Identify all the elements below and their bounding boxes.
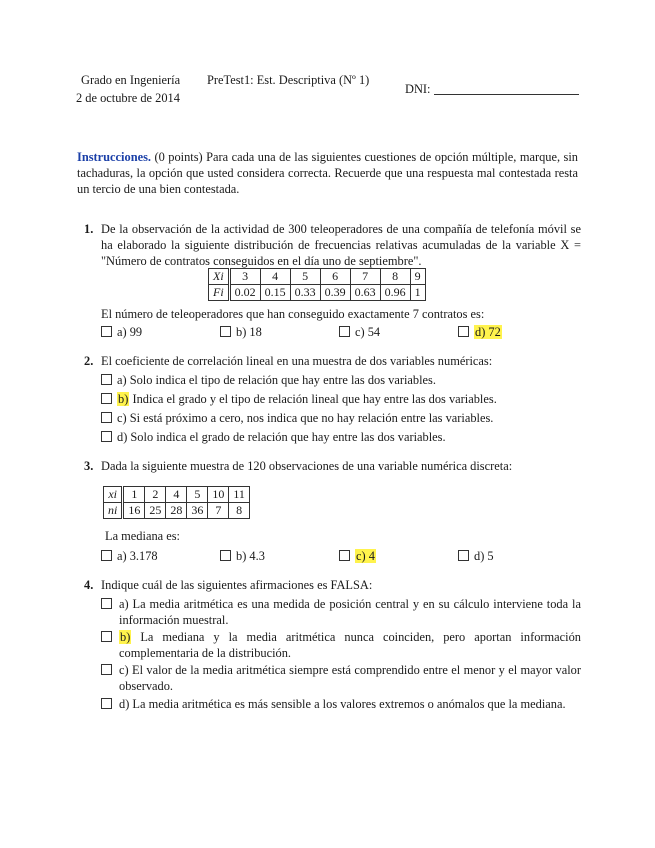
q1-option-d[interactable] xyxy=(458,324,502,340)
q3-cell: 36 xyxy=(187,503,208,519)
checkbox[interactable] xyxy=(101,326,112,337)
q2-option-b[interactable] xyxy=(101,391,581,407)
instructions xyxy=(77,149,578,197)
checkbox[interactable] xyxy=(220,550,231,561)
q4-option-a[interactable] xyxy=(101,596,581,628)
q2-option-b-letter: b) xyxy=(118,392,129,406)
q4-text: Indique cuál de las siguientes afirmaciones es FALSA: xyxy=(101,578,373,592)
q2-text: El coeficiente de correlación lineal en una muestra de dos variables numéricas: xyxy=(101,354,493,368)
q3-cell: 10 xyxy=(208,487,229,503)
q3-option-a[interactable] xyxy=(101,548,158,564)
q3-cell: 2 xyxy=(145,487,166,503)
q3-option-b-label: b) 4.3 xyxy=(236,549,265,563)
q1-cell: 0.39 xyxy=(320,285,350,301)
q3-ni-label: ni xyxy=(104,503,123,519)
date-label: 2 de octubre de 2014 xyxy=(76,91,180,105)
q4-option-b[interactable] xyxy=(101,629,581,661)
q4-option-a-label: a) La media aritmética es una medida de posición central y en su cálculo interviene toda la información muestral. xyxy=(119,597,581,627)
q2-option-a[interactable] xyxy=(101,372,581,388)
q1-cell: 7 xyxy=(350,269,380,285)
q4-option-c-label: c) El valor de la media aritmética siempre está comprendido entre el menor y el mayor valor observado. xyxy=(119,663,581,693)
q3-cell: 25 xyxy=(145,503,166,519)
q1-cell: 0.63 xyxy=(350,285,380,301)
test-title: PreTest1: Est. Descriptiva (Nº 1) xyxy=(207,73,370,87)
q1-option-a-label: a) 99 xyxy=(117,325,143,339)
q4-option-d-label: d) La media aritmética es más sensible a los valores extremos o anómalos que la mediana. xyxy=(119,697,566,711)
q1-cell: 0.15 xyxy=(260,285,290,301)
q3-cell: 5 xyxy=(187,487,208,503)
q1-table xyxy=(208,268,426,301)
checkbox[interactable] xyxy=(458,326,469,337)
q1-cell: 4 xyxy=(260,269,290,285)
q1-option-d-label: d) 72 xyxy=(475,325,501,339)
q2-option-b-label: Indica el grado y el tipo de relación lineal que hay entre las dos variables. xyxy=(132,392,497,406)
q3-xi-label: xi xyxy=(104,487,123,503)
q3-cell: 8 xyxy=(229,503,250,519)
degree-label: Grado en Ingeniería xyxy=(81,73,181,87)
q4-number: 4. xyxy=(84,578,94,592)
q3-cell: 28 xyxy=(166,503,187,519)
checkbox[interactable] xyxy=(101,631,112,642)
checkbox[interactable] xyxy=(101,664,112,675)
q4-option-b-letter: b) xyxy=(120,630,131,644)
q3-option-d[interactable] xyxy=(458,548,494,564)
q1-option-c-label: c) 54 xyxy=(355,325,381,339)
q3-question: La mediana es: xyxy=(105,529,180,543)
q3-text: Dada la siguiente muestra de 120 observaciones de una variable numérica discreta: xyxy=(101,459,513,473)
q2-number: 2. xyxy=(84,354,94,368)
q1-cell: 9 xyxy=(410,269,425,285)
q3-cell: 1 xyxy=(123,487,145,503)
q2-option-c-label: c) Si está próximo a cero, nos indica que no hay relación entre las variables. xyxy=(117,411,494,425)
q2-option-d-label: d) Solo indica el grado de relación que hay entre las dos variables. xyxy=(117,430,446,444)
q1-xi-label: Xi xyxy=(209,269,230,285)
q1-option-a[interactable] xyxy=(101,324,142,340)
q4-option-c[interactable] xyxy=(101,662,581,694)
checkbox[interactable] xyxy=(101,374,112,385)
checkbox[interactable] xyxy=(101,550,112,561)
q3-table-row-x xyxy=(104,487,250,503)
q1-cell: 6 xyxy=(320,269,350,285)
q3-table xyxy=(103,486,250,519)
checkbox[interactable] xyxy=(101,698,112,709)
q3-option-b[interactable] xyxy=(220,548,265,564)
q1-question: El número de teleoperadores que han conseguido exactamente 7 contratos es: xyxy=(101,307,485,321)
q3-option-c-label: c) 4 xyxy=(356,549,375,563)
checkbox[interactable] xyxy=(101,431,112,442)
q1-cell: 0.33 xyxy=(290,285,320,301)
q3-table-row-n xyxy=(104,503,250,519)
q3-cell: 11 xyxy=(229,487,250,503)
q4-option-b-label: La mediana y la media aritmética nunca coinciden, pero aportan información complementaria de la distribución. xyxy=(119,630,581,660)
q1-text: De la observación de la actividad de 300 teleoperadores de una compañía de telefonía móvil se ha elaborado la siguiente distribución de frecuencias relativas acumuladas de la variable X = "Número de contratos conseguidos en el día uno de septiembre". xyxy=(101,222,581,268)
checkbox[interactable] xyxy=(458,550,469,561)
q3-option-d-label: d) 5 xyxy=(474,549,494,563)
q1-cell: 1 xyxy=(410,285,425,301)
q2-option-c[interactable] xyxy=(101,410,581,426)
q1-option-c[interactable] xyxy=(339,324,380,340)
checkbox[interactable] xyxy=(339,326,350,337)
q4-option-d[interactable] xyxy=(101,696,581,712)
dni-label: DNI: xyxy=(405,82,431,96)
checkbox[interactable] xyxy=(101,393,112,404)
q1-number: 1. xyxy=(84,222,94,236)
checkbox[interactable] xyxy=(101,598,112,609)
checkbox[interactable] xyxy=(339,550,350,561)
q3-cell: 7 xyxy=(208,503,229,519)
q2-option-d[interactable] xyxy=(101,429,581,445)
instructions-title: Instrucciones. xyxy=(77,150,151,164)
q1-option-b-label: b) 18 xyxy=(236,325,262,339)
q2-option-a-label: a) Solo indica el tipo de relación que hay entre las dos variables. xyxy=(117,373,436,387)
q1-table-row-x xyxy=(209,269,426,285)
checkbox[interactable] xyxy=(101,412,112,423)
checkbox[interactable] xyxy=(220,326,231,337)
q1-cell: 8 xyxy=(380,269,410,285)
q1-table-row-f xyxy=(209,285,426,301)
q1-cell: 0.02 xyxy=(229,285,260,301)
instructions-body: (0 points) Para cada una de las siguientes cuestiones de opción múltiple, marque, sin tachaduras, la opción que usted considera correcta. Recuerde que una respuesta mal contestada resta un tercio de una bien contestada. xyxy=(77,150,578,196)
q1-option-b[interactable] xyxy=(220,324,262,340)
q1-fi-label: Fi xyxy=(209,285,230,301)
q1-cell: 0.96 xyxy=(380,285,410,301)
q3-option-c[interactable] xyxy=(339,548,376,564)
q3-cell: 4 xyxy=(166,487,187,503)
q1-cell: 5 xyxy=(290,269,320,285)
dni-field[interactable] xyxy=(434,94,579,95)
q3-cell: 16 xyxy=(123,503,145,519)
q3-option-a-label: a) 3.178 xyxy=(117,549,158,563)
q3-number: 3. xyxy=(84,459,94,473)
q1-cell: 3 xyxy=(229,269,260,285)
